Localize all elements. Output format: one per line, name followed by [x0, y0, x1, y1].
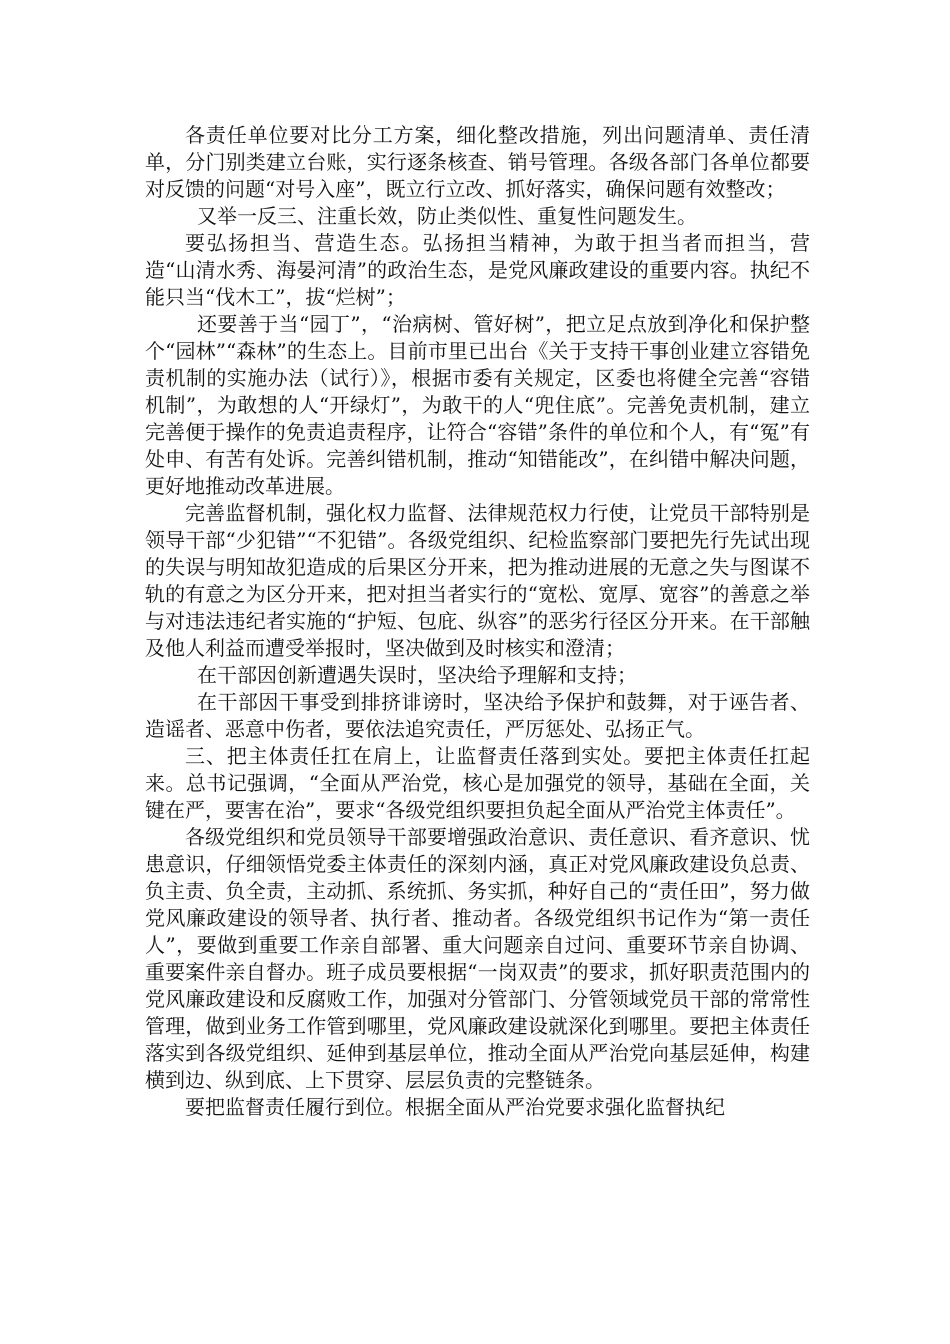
- paragraph-supervision-duty: 要把监督责任履行到位。根据全面从严治党要求强化监督执纪: [185, 1095, 725, 1119]
- paragraph-party-organizations: 各级党组织和党员领导干部要增强政治意识、责任意识、看齐意识、忧患意识，仔细领悟党委主体责任的深刻内涵，真正对党风廉政建设负总责、负主责、负全责，主动抓、系统抓、务实抓，种好自己的“责任田”，努力做党风廉政建设的领导者、执行者、推动者。各级党组织书记作为“第一责任人”，要做到重要工作亲自部署、重大问题亲自过问、重要环节亲自协调、重要案件亲自督办。班子成员要根据“一岗双责”的要求，抓好职责范围内的党风廉政建设和反腐败工作，加强对分管部门、分管领域党员干部的常常性管理，做到业务工作管到哪里，党风廉政建设就深化到哪里。要把主体责任落实到各级党组织、延伸到基层单位，推动全面从严治党向基层延伸，构建横到边、纵到底、上下贯穿、层层负责的完整链条。: [145, 825, 810, 1092]
- paragraph-innovation-mistakes: 在干部因创新遭遇失误时，坚决给予理解和支持；: [197, 663, 637, 687]
- paragraph-promote-responsibility: 要弘扬担当、营造生态。弘扬担当精神，为敢于担当者而担当，营造“山清水秀、海晏河清”的政治生态，是党风廉政建设的重要内容。执纪不能只当“伐木工”，拔“烂树”；: [145, 231, 810, 309]
- paragraph-rectification-list: 各责任单位要对比分工方案，细化整改措施，列出问题清单、责任清单，分门别类建立台账，实行逐条核查、销号管理。各级各部门各单位都要对反馈的问题“对号入座”，既立行立改、抓好落实，确保问题有效整改；: [145, 123, 810, 201]
- paragraph-draw-inferences: 又举一反三、注重长效，防止类似性、重复性问题发生。: [197, 204, 697, 228]
- paragraph-supervision-mechanism: 完善监督机制，强化权力监督、法律规范权力行使，让党员干部特别是领导干部“少犯错”“不犯错”。各级党组织、纪检监察部门要把先行先试出现的失误与明知故犯造成的后果区分开来，把为推动进展的无意之失与图谋不轨的有意之为区分开来，把对担当者实行的“宽松、宽厚、宽容”的善意之举与对违法违纪者实施的“护短、包庇、纵容”的恶劣行径区分开来。在干部触及他人利益而遭受举报时，坚决做到及时核实和澄清；: [145, 501, 810, 660]
- paragraph-slander-protection: 在干部因干事受到排挤诽谤时，坚决给予保护和鼓舞，对于诬告者、造谣者、恶意中伤者，要依法追究责任，严厉惩处、弘扬正气。: [145, 690, 810, 741]
- document-body: [145, 122, 810, 1121]
- paragraph-section-three: 三、把主体责任扛在肩上，让监督责任落到实处。要把主体责任扛起来。总书记强调，“全面从严治党，核心是加强党的领导，基础在全面，关键在严，要害在治”，要求“各级党组织要担负起全面从严治党主体责任”。: [145, 744, 810, 822]
- paragraph-gardener: 还要善于当“园丁”，“治病树、管好树”，把立足点放到净化和保护整个“园林”“森林”的生态上。目前市里已出台《关于支持干事创业建立容错免责机制的实施办法（试行）》，根据市委有关规定，区委也将健全完善“容错机制”，为敢想的人“开绿灯”，为敢干的人“兜住底”。完善免责机制，建立完善便于操作的免责追责程序，让符合“容错”条件的单位和个人，有“冤”有处申、有苦有处诉。完善纠错机制，推动“知错能改”，在纠错中解决问题，更好地推动改革进展。: [145, 312, 810, 498]
